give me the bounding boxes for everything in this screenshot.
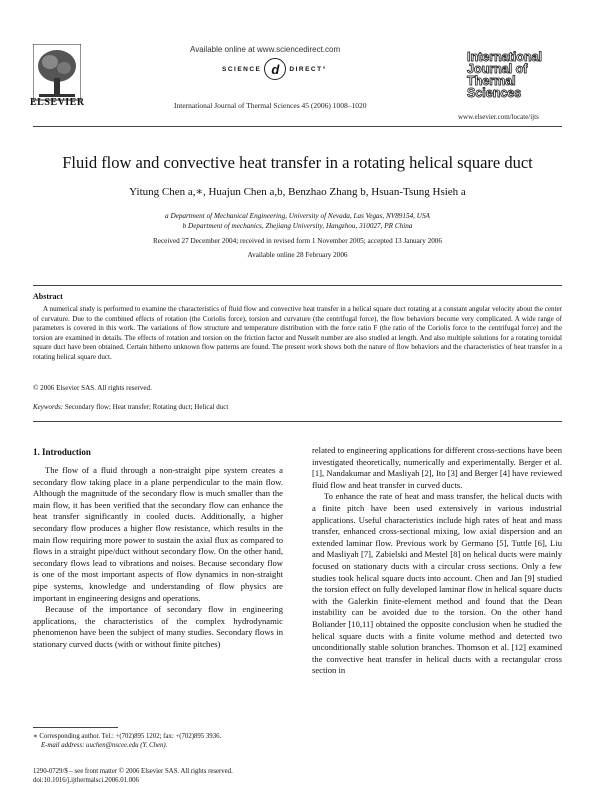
abstract-text: A numerical study is performed to examine the characteristics of fluid flow and convective heat transfer in a helical square duct rotating at a constant angular velocity about the center of curvature. Due to the combined effects of rotation (the Coriolis force), torsion and curvature (the centrifugal force), the flow behaviors become very complicated. A wide range of parameters is covered in this work. The variations of flow structure and temperature distribution with the force ratio F (the ratio of the Coriolis force to the centrifugal force) and the torsion are examined in details. The effects of rotation and torsion on the friction factor and Nusselt number are also studied at length. And also multiple solutions for a rotating toroidal square duct have been obtained. Certain hitherto unknown flow patterns are found. The present work shows both the nature of flow behaviors and the characteristics of heat transfer in a rotating helical square duct. [33,305,562,361]
email-note[interactable]: E-mail address: uuchen@nscee.edu (Y. Chen). [41,741,168,749]
abstract-copyright: © 2006 Elsevier SAS. All rights reserved. [33,384,152,392]
sd-right-text: DIRECT° [289,65,327,73]
corresponding-author-note: ∗ Corresponding author. Tel.: +(702)895 1202; fax: +(702)895 3936. [33,733,222,740]
affiliation-b: b Department of mechanics, Zhejiang University, Hangzhou, 310027, PR China [182,222,413,230]
sd-left-text: SCIENCE [222,65,262,73]
body-column-left [33,465,283,651]
body-column-right [312,445,562,677]
sciencedirect-logo [222,58,327,80]
available-online-notice[interactable]: Available online at www.sciencedirect.com [190,45,341,54]
author-list: Yitung Chen a,∗, Huajun Chen a,b, Benzhao Zhang b, Hsuan-Tsung Hsieh a [129,186,466,198]
sd-circle-icon: d [264,58,286,80]
header-divider [33,126,562,127]
journal-logo-line: Journal of [467,62,528,76]
abstract-top-divider [33,285,562,286]
doi-line[interactable]: doi:10.1016/j.ijthermalsci.2006.01.006 [33,776,139,784]
journal-logo-line: Sciences [467,86,522,100]
publisher-name: ELSEVIER [30,97,85,108]
front-matter-info [33,768,233,785]
journal-logo-line: Thermal [467,74,516,88]
abstract-bottom-divider [33,421,562,422]
received-dates: Received 27 December 2004; received in revised form 1 November 2005; accepted 13 January 2006 [153,237,442,245]
keywords-label: Keywords: [33,403,64,411]
journal-reference: International Journal of Thermal Sciences 45 (2006) 1008–1020 [174,101,367,110]
article-title: Fluid flow and convective heat transfer in a rotating helical square duct [62,153,533,172]
paragraph: The flow of a fluid through a non-straight pipe system creates a secondary flow taking place in a plane perpendicular to the main flow. Although the magnitude of the secondary flow is much smaller than the main flow, it has been verified that the secondary flow can enhance the heat transfer significantly in cooled ducts. Additionally, a higher secondary flow produces a higher flow resistance, which results in the main flow requiring more power to sustain the axial flux as compared to flows in a straight pipe/duct without secondary flow. On the other hand, secondary flows lead to vibrations and noises. Because secondary flow is one of the most important aspects of flow dynamics in non-straight pipe systems, knowledge and understanding of flow physics are important in engineering designs and operations. [33,465,283,603]
keywords-list: Secondary flow; Heat transfer; Rotating duct; Helical duct [63,403,229,411]
paragraph: Because of the importance of secondary flow in engineering applications, the characteristics of the complex hydrodynamic phenomenon have been the subject of many studies. Secondary flows in stationary curved ducts (with or without finite pitches) [33,604,283,649]
footnote-divider [33,727,118,728]
issn-line: 1290-0729/$ – see front matter © 2006 Elsevier SAS. All rights reserved. [33,768,233,775]
paragraph: related to engineering applications for different cross-sections have been investigated theoretically, numerically and experimentally. Berger et al. [1], Nandakumar and Masliyah [2], Ito [3] and Berger [4] have reviewed fluid flow and heat transfer in curved ducts. [312,445,562,490]
footnote [33,733,283,750]
journal-logo-line: International [467,50,543,64]
paragraph: To enhance the rate of heat and mass transfer, the helical ducts with a finite pitch have been used extensively in various industrial applications. Useful characteristics include high rates of heat and mass transfer, enhanced cross-sectional mixing, low axial dispersion and an extended laminar flow. Previous work by Germano [5], Tuttle [6], Liu and Masliyah [7], Zabielski and Mestel [8] on helical ducts were mainly focused on stationary ducts with a circular cross sections. Only a few studies took helical square ducts into account. Chen and Jan [9] studied the torsion effect on fully developed laminar flow in helical square ducts with the Galerkin finite-element method and found that the Dean instability can be avoided due to the torsion. On the other hand Boliander [10,11] obtained the opposite conclusion when he studied the helical square ducts with a finite volume method and detected two unconditionally stable solution branches. Thomson et al. [12] examined the convective heat transfer in helical ducts with a rectangular cross section in [312,491,562,676]
journal-url[interactable]: www.elsevier.com/locate/ijts [458,113,539,121]
available-online-date: Available online 28 February 2006 [247,251,348,259]
keywords [33,403,228,411]
section-heading-introduction: 1. Introduction [33,447,91,457]
affiliation-a: a Department of Mechanical Engineering, University of Nevada, Las Vegas, NV89154, USA [165,212,430,220]
journal-logo [467,51,549,99]
abstract-heading: Abstract [33,292,63,301]
